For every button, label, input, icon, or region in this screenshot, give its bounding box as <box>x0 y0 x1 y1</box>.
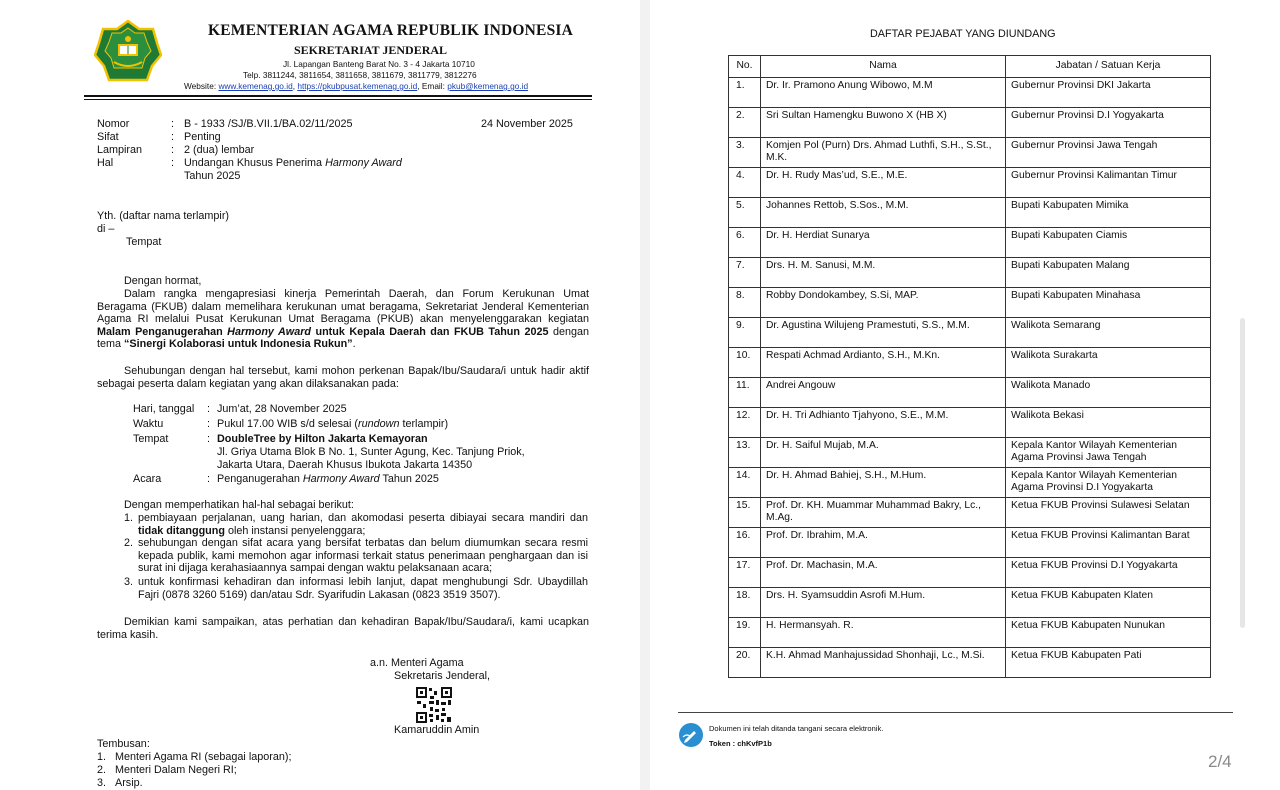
note-1-number: 1. <box>124 512 134 524</box>
sifat-label: Sifat <box>97 131 119 143</box>
acara-text-2: Tahun 2025 <box>379 473 439 485</box>
event-hari-value: Jum’at, 28 November 2025 <box>217 403 347 415</box>
cell-no: 12. <box>729 408 761 438</box>
cell-nama: Johannes Rettob, S.Sos., M.M. <box>761 198 1006 228</box>
cell-nama: Andrei Angouw <box>761 378 1006 408</box>
cell-no: 1. <box>729 78 761 108</box>
table-row <box>729 198 1211 228</box>
note-1-text-2: oleh instansi penyelenggara; <box>224 524 366 537</box>
cell-no: 2. <box>729 108 761 138</box>
cell-nama: K.H. Ahmad Manhajussidad Shonhaji, Lc., M.Si. <box>761 648 1006 678</box>
cell-jabatan: Gubernur Provinsi Jawa Tengah <box>1006 138 1211 168</box>
cell-no: 11. <box>729 378 761 408</box>
email-link[interactable]: pkub@kemenag.go.id <box>447 81 529 91</box>
ministry-name: KEMENTERIAN AGAMA REPUBLIK INDONESIA <box>208 22 574 39</box>
p1-theme: “Sinergi Kolaborasi untuk Indonesia Rukun” <box>124 338 353 351</box>
cell-nama: Prof. Dr. Ibrahim, M.A. <box>761 528 1006 558</box>
table-row <box>729 528 1211 558</box>
esign-text: Dokumen ini telah ditanda tangani secara elektronik. <box>709 724 884 733</box>
nomor-value: B - 1933 /SJ/B.VII.1/BA.02/11/2025 <box>184 118 353 130</box>
recipient-yth: Yth. (daftar nama terlampir) <box>97 210 230 222</box>
letterhead-address: Jl. Lapangan Banteng Barat No. 3 - 4 Jakarta 10710 <box>283 59 475 69</box>
table-row <box>729 258 1211 288</box>
table-row <box>729 138 1211 168</box>
column-header-nama: Nama <box>761 56 1006 78</box>
cell-jabatan: Kepala Kantor Wilayah Kementerian Agama Provinsi Jawa Tengah <box>1006 438 1211 468</box>
hal-value-year: Tahun 2025 <box>184 170 241 182</box>
hal-label: Hal <box>97 157 114 169</box>
lampiran-label: Lampiran <box>97 144 143 156</box>
colon: : <box>207 418 210 430</box>
tembusan-item-number: 3. <box>97 777 107 789</box>
cell-jabatan: Walikota Surakarta <box>1006 348 1211 378</box>
cell-jabatan: Walikota Manado <box>1006 378 1211 408</box>
cell-nama: Respati Achmad Ardianto, S.H., M.Kn. <box>761 348 1006 378</box>
recipient-di: di – <box>97 223 115 235</box>
waktu-italic: rundown <box>358 418 400 430</box>
cell-nama: Dr. Agustina Wilujeng Pramestuti, S.S., M.M. <box>761 318 1006 348</box>
table-row <box>729 558 1211 588</box>
colon: : <box>171 118 174 130</box>
sifat-value: Penting <box>184 131 221 143</box>
cell-jabatan: Ketua FKUB Kabupaten Nunukan <box>1006 618 1211 648</box>
cell-no: 9. <box>729 318 761 348</box>
table-row <box>729 228 1211 258</box>
note-2: sehubungan dengan sifat acara yang bersifat terbatas dan belum diumumkan secara resmi kepada publik, kami memohon agar informasi terkait status penerimaan penghargaan dan isi surat ini dijaga kerahasiaannya sampai dengan waktu pelaksanaan acara; <box>138 537 588 575</box>
cell-no: 16. <box>729 528 761 558</box>
note-1-text: pembiayaan perjalanan, uang harian, dan akomodasi peserta dibiayai secara mandiri dan <box>138 512 588 524</box>
tembusan-item-number: 1. <box>97 751 107 763</box>
tembusan-label: Tembusan: <box>97 738 150 750</box>
recipient-tempat: Tempat <box>126 236 162 248</box>
colon: : <box>171 144 174 156</box>
nomor-label: Nomor <box>97 118 130 130</box>
cell-nama: Robby Dondokambey, S.Si, MAP. <box>761 288 1006 318</box>
note-3: untuk konfirmasi kehadiran dan informasi lebih lanjut, dapat menghubungi Sdr. Ubaydillah Fajri (0878 3260 5169) dan/atau Sdr. Syarifudin Lakasan (0823 3519 3507). <box>138 576 588 601</box>
table-row <box>729 468 1211 498</box>
p1-end: . <box>352 338 356 351</box>
attachment-title: DAFTAR PEJABAT YANG DIUNDANG <box>870 28 1056 40</box>
letter-date: 24 November 2025 <box>481 118 573 130</box>
p1-bold-2: untuk Kepala Daerah dan FKUB Tahun 2025 <box>311 325 549 338</box>
cell-nama: Dr. H. Ahmad Bahiej, S.H., M.Hum. <box>761 468 1006 498</box>
event-acara-value <box>217 473 439 486</box>
cell-jabatan: Ketua FKUB Kabupaten Pati <box>1006 648 1211 678</box>
p1-bold: Malam Penganugerahan <box>97 325 228 338</box>
waktu-text: Pukul 17.00 WIB s/d selesai ( <box>217 418 359 430</box>
note-1 <box>138 512 588 537</box>
cell-jabatan: Bupati Kabupaten Mimika <box>1006 198 1211 228</box>
cell-nama: Komjen Pol (Purn) Drs. Ahmad Luthfi, S.H., S.St., M.K. <box>761 138 1006 168</box>
cell-no: 18. <box>729 588 761 618</box>
table-row <box>729 618 1211 648</box>
event-address-2: Jakarta Utara, Daerah Khusus Ibukota Jakarta 14350 <box>217 459 473 471</box>
cell-no: 3. <box>729 138 761 168</box>
table-header-row <box>729 56 1211 78</box>
invitee-table <box>728 55 1211 678</box>
cell-jabatan: Ketua FKUB Provinsi Kalimantan Barat <box>1006 528 1211 558</box>
event-tempat-label: Tempat <box>133 433 169 445</box>
cell-nama: Prof. Dr. Machasin, M.A. <box>761 558 1006 588</box>
cell-no: 7. <box>729 258 761 288</box>
cell-no: 17. <box>729 558 761 588</box>
page-gutter <box>640 0 650 790</box>
colon: : <box>207 473 210 485</box>
colon: : <box>207 433 210 445</box>
table-row <box>729 498 1211 528</box>
cell-nama: H. Hermansyah. R. <box>761 618 1006 648</box>
note-2-number: 2. <box>124 537 134 549</box>
cell-jabatan: Walikota Bekasi <box>1006 408 1211 438</box>
cell-jabatan: Gubernur Provinsi D.I Yogyakarta <box>1006 108 1211 138</box>
qr-code-icon <box>415 686 453 724</box>
colon: : <box>171 131 174 143</box>
note-1-bold: tidak ditanggung <box>138 524 225 537</box>
table-row <box>729 318 1211 348</box>
cell-no: 8. <box>729 288 761 318</box>
colon: : <box>171 157 174 169</box>
cell-jabatan: Bupati Kabupaten Ciamis <box>1006 228 1211 258</box>
letterhead-web <box>184 81 528 91</box>
tembusan-item: Arsip. <box>115 777 143 789</box>
signature-title: Sekretaris Jenderal, <box>394 670 491 682</box>
hal-text: Undangan Khusus Penerima <box>184 157 326 169</box>
cell-nama: Dr. H. Herdiat Sunarya <box>761 228 1006 258</box>
tembusan-item: Menteri Dalam Negeri RI; <box>115 764 237 776</box>
cell-jabatan: Gubernur Provinsi Kalimantan Timur <box>1006 168 1211 198</box>
acara-italic: Harmony Award <box>302 473 380 485</box>
tembusan-item-number: 2. <box>97 764 107 776</box>
signature-an: a.n. Menteri Agama <box>370 657 464 669</box>
website-label: Website: <box>184 81 219 91</box>
cell-no: 5. <box>729 198 761 228</box>
vertical-scrollbar[interactable] <box>1240 318 1245 628</box>
cell-jabatan: Kepala Kantor Wilayah Kementerian Agama Provinsi D.I Yogyakarta <box>1006 468 1211 498</box>
hal-value <box>184 157 402 170</box>
table-row <box>729 108 1211 138</box>
cell-jabatan: Ketua FKUB Kabupaten Klaten <box>1006 588 1211 618</box>
cell-nama: Drs. H. Syamsuddin Asrofi M.Hum. <box>761 588 1006 618</box>
table-row <box>729 588 1211 618</box>
cell-no: 14. <box>729 468 761 498</box>
esign-token: Token : chKvfP1b <box>709 739 772 748</box>
website-separator: , <box>292 81 298 91</box>
cell-no: 15. <box>729 498 761 528</box>
p1-bold-italic: Harmony Award <box>227 325 312 338</box>
table-row <box>729 378 1211 408</box>
table-row <box>729 78 1211 108</box>
signature-name: Kamaruddin Amin <box>394 724 480 736</box>
event-venue: DoubleTree by Hilton Jakarta Kemayoran <box>217 433 428 445</box>
cell-no: 10. <box>729 348 761 378</box>
paragraph-2: Sehubungan dengan hal tersebut, kami mohon perkenan Bapak/Ibu/Saudara/i untuk hadir aktif sebagai peserta dalam kegiatan yang akan dilaksanakan pada: <box>97 365 589 390</box>
secretariat-name: SEKRETARIAT JENDERAL <box>294 43 448 57</box>
cell-nama: Dr. H. Rudy Mas’ud, S.E., M.E. <box>761 168 1006 198</box>
cell-nama: Drs. H. M. Sanusi, M.M. <box>761 258 1006 288</box>
event-acara-label: Acara <box>133 473 162 485</box>
cell-jabatan: Ketua FKUB Provinsi D.I Yogyakarta <box>1006 558 1211 588</box>
e-signature-icon <box>679 723 703 747</box>
note-3-number: 3. <box>124 576 134 588</box>
cell-nama: Prof. Dr. KH. Muammar Muhammad Bakry, Lc., M.Ag. <box>761 498 1006 528</box>
paragraph-1 <box>97 288 589 351</box>
cell-nama: Dr. H. Saiful Mujab, M.A. <box>761 438 1006 468</box>
cell-no: 6. <box>729 228 761 258</box>
event-hari-label: Hari, tanggal <box>133 403 195 415</box>
event-waktu-label: Waktu <box>133 418 164 430</box>
letterhead-phone: Telp. 3811244, 3811654, 3811658, 3811679, 3811779, 3812276 <box>243 70 477 80</box>
event-waktu-value <box>217 418 448 431</box>
column-header-no: No. <box>729 56 761 78</box>
column-header-jabatan: Jabatan / Satuan Kerja <box>1006 56 1211 78</box>
table-row <box>729 648 1211 678</box>
letterhead-rule-thin <box>84 99 592 100</box>
closing-paragraph: Demikian kami sampaikan, atas perhatian dan kehadiran Bapak/Ibu/Saudara/i, kami ucapkan terima kasih. <box>97 616 589 641</box>
cell-jabatan: Gubernur Provinsi DKI Jakarta <box>1006 78 1211 108</box>
cell-no: 4. <box>729 168 761 198</box>
table-row <box>729 348 1211 378</box>
ministry-logo <box>94 20 162 84</box>
hal-italic: Harmony Award <box>325 157 402 169</box>
cell-nama: Dr. H. Tri Adhianto Tjahyono, S.E., M.M. <box>761 408 1006 438</box>
p1-text-2: dengan tema <box>97 325 589 351</box>
invitee-table-body <box>729 78 1211 678</box>
email-label: , Email: <box>417 81 448 91</box>
cell-no: 20. <box>729 648 761 678</box>
cell-no: 19. <box>729 618 761 648</box>
table-row <box>729 438 1211 468</box>
page-indicator: 2/4 <box>1208 752 1232 771</box>
p1-text: Dalam rangka mengapresiasi kinerja Pemerintah Daerah, dan Forum Kerukunan Umat Beragama (FKUB) dalam memelihara kerukunan umat beragama, Sekretariat Jenderal Kementerian Agama RI melalui Pusat Kerukunan Umat Beragama (PKUB) akan menyelenggarakan kegiatan <box>97 288 589 326</box>
cell-jabatan: Walikota Semarang <box>1006 318 1211 348</box>
table-row <box>729 288 1211 318</box>
table-row <box>729 168 1211 198</box>
letterhead-rule <box>84 95 592 97</box>
table-row <box>729 408 1211 438</box>
footer-divider <box>678 712 1233 713</box>
tembusan-item: Menteri Agama RI (sebagai laporan); <box>115 751 292 763</box>
event-address-1: Jl. Griya Utama Blok B No. 1, Sunter Agung, Kec. Tanjung Priok, <box>217 446 525 458</box>
cell-nama: Sri Sultan Hamengku Buwono X (HB X) <box>761 108 1006 138</box>
website-link[interactable]: www.kemenag.go.id <box>218 81 293 91</box>
notes-intro: Dengan memperhatikan hal-hal sebagai berikut: <box>124 499 354 511</box>
acara-text: Penganugerahan <box>217 473 303 485</box>
cell-no: 13. <box>729 438 761 468</box>
cell-jabatan: Bupati Kabupaten Minahasa <box>1006 288 1211 318</box>
cell-nama: Dr. Ir. Pramono Anung Wibowo, M.M <box>761 78 1006 108</box>
lampiran-value: 2 (dua) lembar <box>184 144 255 156</box>
salutation: Dengan hormat, <box>124 275 202 287</box>
waktu-text-2: terlampir) <box>399 418 449 430</box>
cell-jabatan: Ketua FKUB Provinsi Sulawesi Selatan <box>1006 498 1211 528</box>
colon: : <box>207 403 210 415</box>
pkub-website-link[interactable]: https://pkubpusat.kemenag.go.id <box>297 81 418 91</box>
cell-jabatan: Bupati Kabupaten Malang <box>1006 258 1211 288</box>
